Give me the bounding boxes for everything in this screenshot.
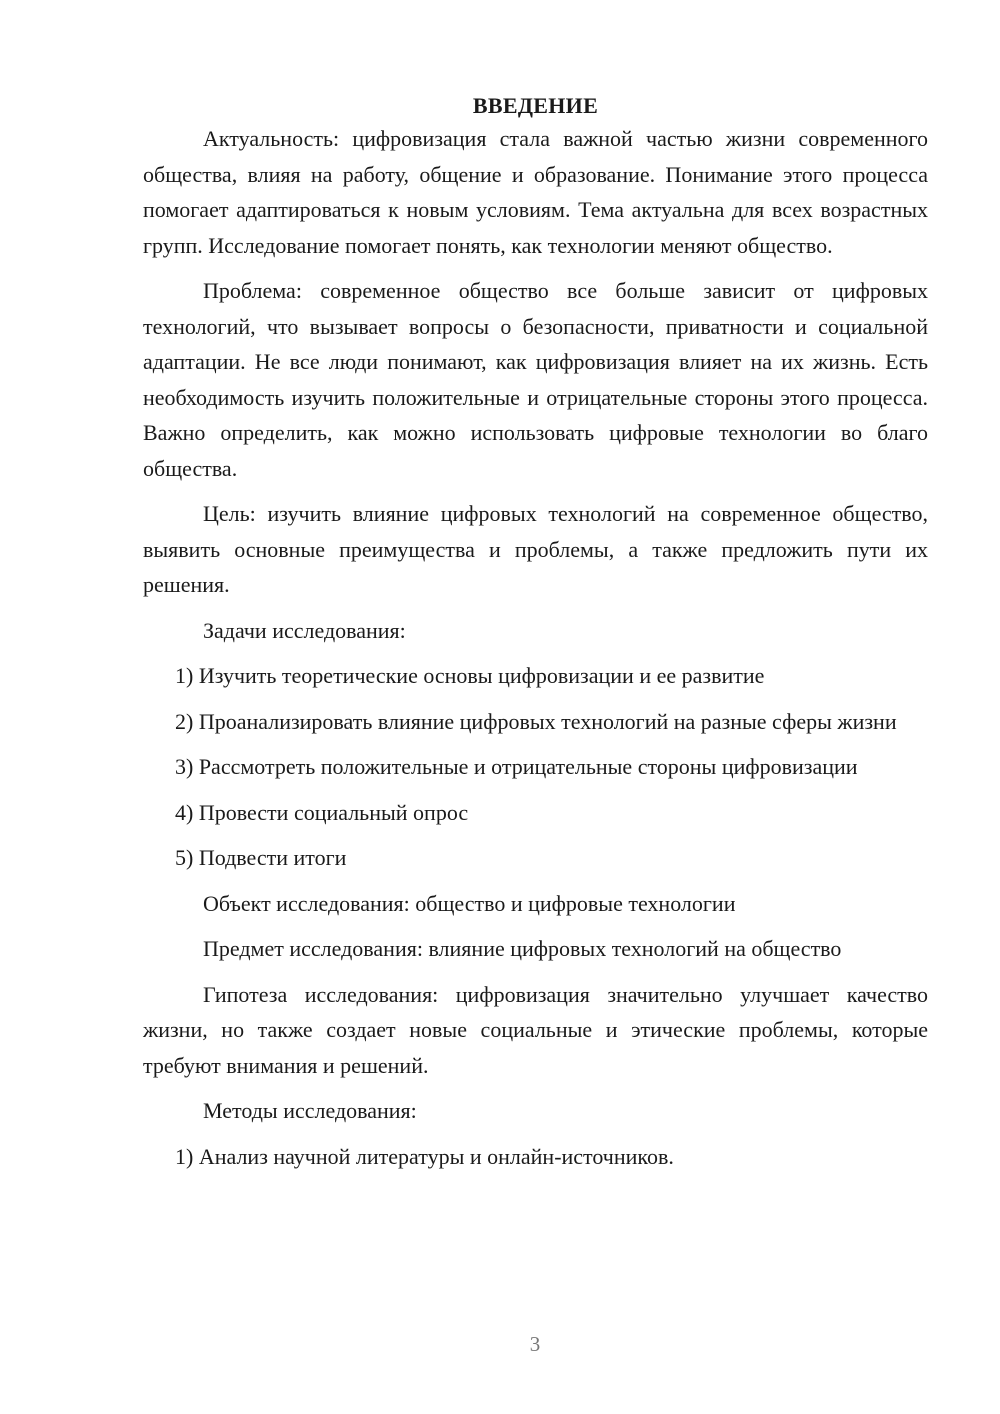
section-title: ВВЕДЕНИЕ [472,93,599,118]
paragraph-hypothesis: Гипотеза исследования: цифровизация значительно улучшает качество жизни, но также создает новые социальные и этические проблемы, которые требуют внимания и решений. [143,981,928,1078]
document-page [143,88,928,1174]
methods-heading: Методы исследования: [203,1098,417,1123]
task-item-3: 3) Рассмотреть положительные и отрицательные стороны цифровизации [175,754,858,779]
page-number: 3 [529,1332,541,1356]
task-item-4: 4) Провести социальный опрос [175,799,469,825]
tasks-heading: Задачи исследования: [203,617,406,643]
paragraph-object: Объект исследования: общество и цифровые технологии [203,890,736,916]
paragraph-goal: Цель: изучить влияние цифровых технологий на современное общество, выявить основные преимущества и проблемы, а также предложить пути их решения. [143,501,928,597]
task-item-5: 5) Подвести итоги [175,845,347,870]
task-item-2: 2) Проанализировать влияние цифровых технологий на разные сферы жизни [175,708,897,734]
task-item-1: 1) Изучить теоретические основы цифровизации и ее развитие [175,663,765,688]
paragraph-problem: Проблема: современное общество все больше зависит от цифровых технологий, что вызывает вопросы о безопасности, приватности и социальной адаптации. Не все люди понимают, как цифровизация влияет на их жизнь. Есть необходимость изучить положительные и отрицательные стороны этого процесса. Важно определить, как можно использовать цифровые технологии во благо общества. [143,278,928,481]
paragraph-subject: Предмет исследования: влияние цифровых технологий на общество [203,936,842,961]
method-item-1: 1) Анализ научной литературы и онлайн-источников. [175,1143,674,1169]
paragraph-relevance: Актуальность: цифровизация стала важной частью жизни современного общества, влияя на работу, общение и образование. Понимание этого процесса помогает адаптироваться к новым условиям. Тема актуальна для всех возрастных групп. Исследование помогает понять, как технологии меняют общество. [143,126,928,258]
